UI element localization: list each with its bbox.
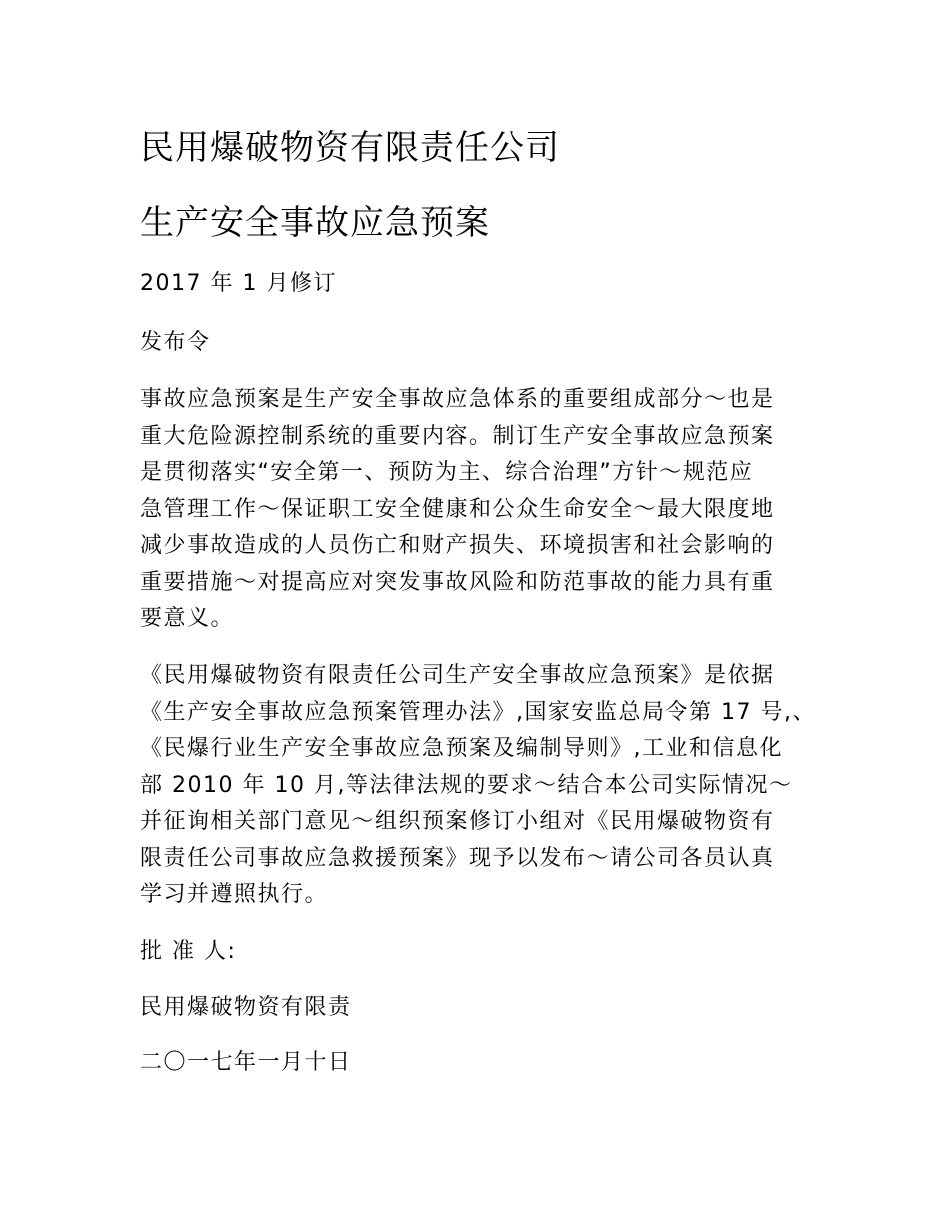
- paragraph-line: 减少事故造成的人员伤亡和财产损失、环境损害和社会影响的: [140, 533, 775, 558]
- signature-date: 二〇一七年一月十日: [140, 1050, 352, 1075]
- organization-name: 民用爆破物资有限责: [140, 995, 352, 1020]
- paragraph-line: 重要措施～对提高应对突发事故风险和防范事故的能力具有重: [140, 569, 775, 595]
- paragraph-line: 要意义。: [140, 606, 235, 631]
- paragraph-line: 限责任公司事故应急救援预案》现予以发布～请公司各员认真: [140, 845, 775, 871]
- paragraph-line: 事故应急预案是生产安全事故应急体系的重要组成部分～也是: [140, 387, 775, 412]
- paragraph-line: 部 2010 年 10 月,等法律法规的要求～结合本公司实际情况～: [140, 772, 793, 798]
- revision-date: 2017 年 1 月修订: [140, 271, 337, 296]
- paragraph-line: 是贯彻落实“安全第一、预防为主、综合治理”方针～规范应: [140, 460, 754, 485]
- section-heading: 发布令: [140, 330, 211, 355]
- paragraph-line: 《生产安全事故应急预案管理办法》,国家安监总局令第 17 号,、: [140, 699, 816, 725]
- document-title-plan: 生产安全事故应急预案: [140, 203, 490, 243]
- paragraph-line: 并征询相关部门意见～组织预案修订小组对《民用爆破物资有: [140, 809, 775, 834]
- paragraph-basis: [140, 658, 820, 914]
- paragraph-intro: [140, 382, 820, 638]
- approver-label: 批 准 人:: [140, 939, 237, 964]
- paragraph-line: 《民用爆破物资有限责任公司生产安全事故应急预案》是依据: [140, 663, 775, 688]
- paragraph-line: 重大危险源控制系统的重要内容。制订生产安全事故应急预案: [140, 423, 775, 449]
- paragraph-line: 学习并遵照执行。: [140, 882, 329, 907]
- document-title-company: 民用爆破物资有限责任公司: [140, 128, 560, 168]
- paragraph-line: 《民爆行业生产安全事故应急预案及编制导则》,工业和信息化: [140, 736, 783, 761]
- paragraph-line: 急管理工作～保证职工安全健康和公众生命安全～最大限度地: [140, 496, 775, 522]
